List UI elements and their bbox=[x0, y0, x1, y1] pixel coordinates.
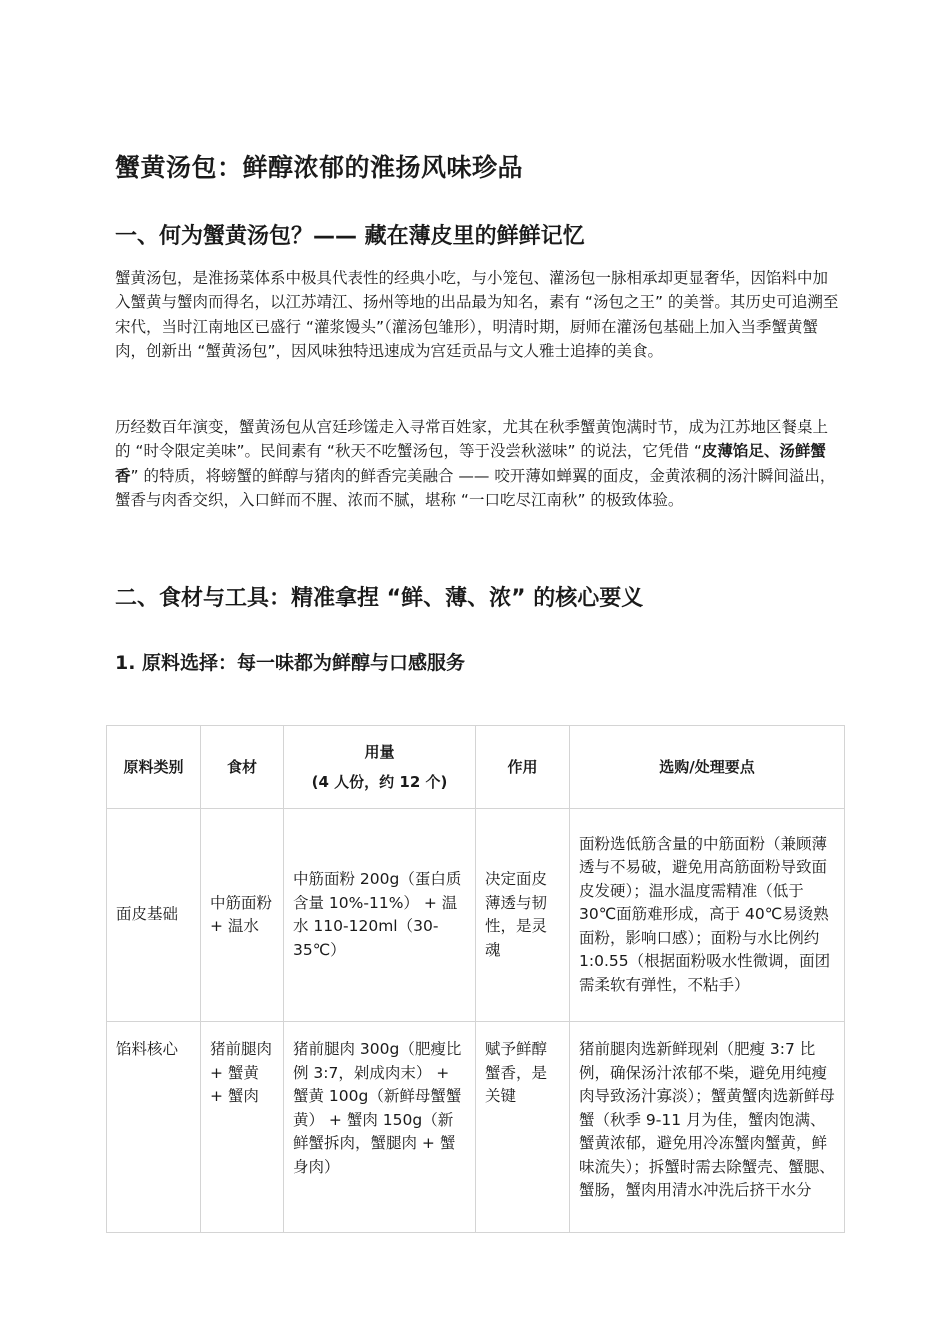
table-row bbox=[107, 809, 845, 1022]
cell-ingredient: 中筋面粉 + 温水 bbox=[201, 809, 284, 1022]
section1-heading: 一、何为蟹黄汤包？—— 藏在薄皮里的鲜鲜记忆 bbox=[115, 224, 585, 249]
paragraph-2-bold: 皮薄馅足、汤鲜蟹香 bbox=[115, 442, 826, 485]
ingredients-table bbox=[106, 725, 845, 1233]
paragraph-2-text-b: ” 的特质，将螃蟹的鲜醇与猪肉的鲜香完美融合 —— 咬开薄如蝉翼的面皮，金黄浓稠的汤汁瞬间溢出，蟹香与肉香交织，入口鲜而不腥、浓而不腻，堪称 “一口吃尽江南秋” 的极致体验。 bbox=[115, 466, 836, 510]
header-amount bbox=[284, 726, 476, 809]
cell-amount: 猪前腿肉 300g（肥瘦比例 3:7，剁成肉末） + 蟹黄 100g（新鲜母蟹蟹黄） + 蟹肉 150g（新鲜蟹拆肉，蟹腿肉 + 蟹身肉） bbox=[284, 1022, 476, 1233]
section1-paragraph-1: 蟹黄汤包，是淮扬菜体系中极具代表性的经典小吃，与小笼包、灌汤包一脉相承却更显奢华，因馅料中加入蟹黄与蟹肉而得名，以江苏靖江、扬州等地的出品最为知名，素有 “汤包之王” 的美誉。其历史可追溯至宋代，当时江南地区已盛行 “灌浆馒头”（灌汤包雏形），明清时期，厨师在灌汤包基础上加入当季蟹黄蟹肉，创新出 “蟹黄汤包”，因风味独特迅速成为宫廷贡品与文人雅士追捧的美食。 bbox=[115, 269, 839, 361]
header-ingredient: 食材 bbox=[201, 726, 284, 809]
header-tips: 选购/处理要点 bbox=[570, 726, 845, 809]
paragraph-2-text-a: 历经数百年演变，蟹黄汤包从宫廷珍馐走入寻常百姓家，尤其在秋季蟹黄饱满时节，成为江苏地区餐桌上的 “时令限定美味”。民间素有 “秋天不吃蟹汤包，等于没尝秋滋味” 的说法，它凭借 “ bbox=[115, 418, 829, 461]
cell-ingredient: 猪前腿肉 + 蟹黄 + 蟹肉 bbox=[201, 1022, 284, 1233]
section1-paragraph-2 bbox=[115, 415, 840, 513]
cell-tips: 猪前腿肉选新鲜现剁（肥瘦 3:7 比例，确保汤汁浓郁不柴，避免用纯瘦肉导致汤汁寡淡）；蟹黄蟹肉选新鲜母蟹（秋季 9-11 月为佳，蟹肉饱满、蟹黄浓郁，避免用冷冻蟹肉蟹黄，鲜味流失）；拆蟹时需去除蟹壳、蟹腮、蟹肠，蟹肉用清水冲洗后挤干水分 bbox=[570, 1022, 845, 1233]
cell-purpose: 决定面皮薄透与韧性，是灵魂 bbox=[476, 809, 570, 1022]
cell-category: 面皮基础 bbox=[107, 809, 201, 1022]
header-category: 原料类别 bbox=[107, 726, 201, 809]
table-row bbox=[107, 1022, 845, 1233]
section2-subheading: 1. 原料选择：每一味都为鲜醇与口感服务 bbox=[115, 652, 466, 674]
header-amount-line2: (4 人份，约 12 个) bbox=[311, 773, 448, 791]
table-header-row bbox=[107, 726, 845, 809]
document-title: 蟹黄汤包：鲜醇浓郁的淮扬风味珍品 bbox=[115, 153, 524, 182]
cell-purpose: 赋予鲜醇蟹香，是关键 bbox=[476, 1022, 570, 1233]
cell-amount: 中筋面粉 200g（蛋白质含量 10%-11%） + 温水 110-120ml（30-35℃） bbox=[284, 809, 476, 1022]
cell-tips: 面粉选低筋含量的中筋面粉（兼顾薄透与不易破，避免用高筋面粉导致面皮发硬）；温水温度需精准（低于 30℃面筋难形成，高于 40℃易烫熟面粉，影响口感）；面粉与水比例约 1:0.55（根据面粉吸水性微调，面团需柔软有弹性，不粘手） bbox=[570, 809, 845, 1022]
header-amount-line1: 用量 bbox=[364, 743, 395, 761]
cell-category: 馅料核心 bbox=[107, 1022, 201, 1233]
section2-heading: 二、食材与工具：精准拿捏 “鲜、薄、浓” 的核心要义 bbox=[115, 586, 644, 611]
header-purpose: 作用 bbox=[476, 726, 570, 809]
